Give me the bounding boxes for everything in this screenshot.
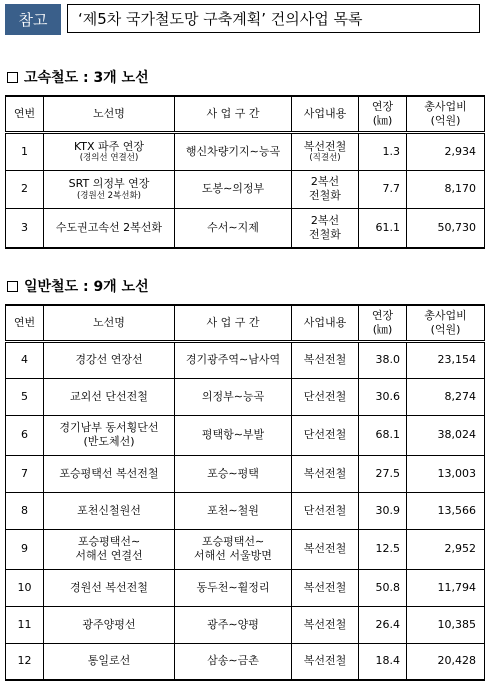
- table-row: [6, 415, 485, 455]
- cell-section: 광주∼양평: [175, 606, 292, 643]
- cell-line: [44, 415, 175, 455]
- cell-no: 1: [6, 132, 44, 170]
- cell-content: [292, 208, 359, 248]
- cell-no: 4: [6, 341, 44, 378]
- cell-line: [44, 170, 175, 208]
- cell-section: 도봉∼의정부: [175, 170, 292, 208]
- content-text: 복선전철: [303, 139, 347, 153]
- cell-content: [292, 132, 359, 170]
- table-row: [6, 341, 485, 378]
- cell-cost: 8,274: [407, 378, 485, 415]
- cell-no: 8: [6, 492, 44, 529]
- cell-cost: 20,428: [407, 643, 485, 680]
- cell-line: [44, 529, 175, 569]
- cell-line: 교외선 단선전철: [44, 378, 175, 415]
- table-row: [6, 455, 485, 492]
- cell-section: 수서∼지제: [175, 208, 292, 248]
- cell-section: 동두천∼휠정리: [175, 569, 292, 606]
- cell-section: 삼송∼금촌: [175, 643, 292, 680]
- section-title-highspeed: [7, 67, 149, 87]
- cell-length: 18.4: [359, 643, 407, 680]
- cell-no: 11: [6, 606, 44, 643]
- header-cost-unit: (억원): [430, 322, 461, 336]
- header-line: 노선명: [44, 305, 175, 341]
- line-sub: (경의선 연결선): [79, 153, 139, 164]
- cell-cost: 13,003: [407, 455, 485, 492]
- table-row: [6, 643, 485, 680]
- cell-content: 복선전철: [292, 606, 359, 643]
- document-title: ‘제5차 국가철도망 구축계획’ 건의사업 목록: [67, 4, 480, 33]
- cell-length: 12.5: [359, 529, 407, 569]
- header-length-label: 연장: [371, 309, 394, 322]
- cell-line: 경강선 연장선: [44, 341, 175, 378]
- cell-no: 2: [6, 170, 44, 208]
- cell-section: 포승∼평택: [175, 455, 292, 492]
- cell-no: 3: [6, 208, 44, 248]
- content-sub: (직결선): [309, 153, 341, 164]
- section-title-general: [7, 276, 149, 296]
- cell-section: 의정부∼능곡: [175, 378, 292, 415]
- header-section: 사 업 구 간: [175, 96, 292, 132]
- cell-cost: 2,952: [407, 529, 485, 569]
- cell-length: 27.5: [359, 455, 407, 492]
- header-cost-label: 총사업비: [424, 309, 467, 322]
- content-sub: 전철화: [309, 189, 341, 202]
- cell-no: 10: [6, 569, 44, 606]
- content-text: 2복선: [310, 175, 340, 189]
- line-name-2: 서해선 연결선: [75, 549, 143, 562]
- line-name: 포승평택선∼: [77, 535, 141, 549]
- checkbox-square-icon: [7, 281, 18, 292]
- section-text-2: 서해선 서울방면: [194, 549, 272, 562]
- header-length-unit: (㎞): [372, 322, 393, 336]
- cell-section: 평택항∼부발: [175, 415, 292, 455]
- cell-content: 단선전철: [292, 492, 359, 529]
- table-row: [6, 170, 485, 208]
- cell-length: 30.9: [359, 492, 407, 529]
- cell-content: 복선전철: [292, 643, 359, 680]
- section-title-text: 일반철도 : 9개 노선: [24, 279, 149, 295]
- cell-line: [44, 132, 175, 170]
- cell-line: 경원선 복선전철: [44, 569, 175, 606]
- cell-section: 행신차량기지∼능곡: [175, 132, 292, 170]
- cell-content: 단선전철: [292, 378, 359, 415]
- cell-length: 50.8: [359, 569, 407, 606]
- cell-content: [292, 170, 359, 208]
- cell-length: 30.6: [359, 378, 407, 415]
- cell-content: 단선전철: [292, 415, 359, 455]
- table-row: [6, 208, 485, 248]
- cell-line: 포천신철원선: [44, 492, 175, 529]
- cell-cost: 10,385: [407, 606, 485, 643]
- cell-no: 12: [6, 643, 44, 680]
- cell-cost: 2,934: [407, 132, 485, 170]
- cell-line: 수도권고속선 2복선화: [44, 208, 175, 248]
- line-sub: (경원선 2복선화): [76, 190, 141, 201]
- line-name: 경기남부 동서횡단선: [59, 421, 159, 435]
- line-name-2: (반도체선): [83, 435, 135, 448]
- line-name: KTX 파주 연장: [73, 139, 145, 153]
- cell-cost: 13,566: [407, 492, 485, 529]
- header-line: 노선명: [44, 96, 175, 132]
- table-header-row: [6, 305, 485, 341]
- cell-content: 복선전철: [292, 341, 359, 378]
- header-length-label: 연장: [371, 100, 394, 113]
- content-sub: 전철화: [309, 227, 341, 241]
- section-title-text: 고속철도 : 3개 노선: [24, 70, 149, 86]
- cell-no: 9: [6, 529, 44, 569]
- header-no: 연번: [6, 305, 44, 341]
- line-name: SRT 의정부 연장: [68, 177, 150, 191]
- header-section: 사 업 구 간: [175, 305, 292, 341]
- highspeed-table: [5, 95, 485, 249]
- cell-cost: 8,170: [407, 170, 485, 208]
- header-content: 사업내용: [292, 305, 359, 341]
- cell-cost: 50,730: [407, 208, 485, 248]
- cell-cost: 11,794: [407, 569, 485, 606]
- reference-badge: 참고: [5, 4, 61, 35]
- cell-content: 복선전철: [292, 455, 359, 492]
- cell-section: [175, 529, 292, 569]
- cell-content: 복선전철: [292, 529, 359, 569]
- header-cost: [407, 96, 485, 132]
- cell-section: 포천∼철원: [175, 492, 292, 529]
- table-row: [6, 529, 485, 569]
- cell-length: 68.1: [359, 415, 407, 455]
- table-row: [6, 606, 485, 643]
- header-content: 사업내용: [292, 96, 359, 132]
- header-length: [359, 305, 407, 341]
- cell-length: 1.3: [359, 132, 407, 170]
- header: [5, 4, 484, 35]
- cell-no: 6: [6, 415, 44, 455]
- cell-no: 5: [6, 378, 44, 415]
- cell-section: 경기광주역∼남사역: [175, 341, 292, 378]
- cell-content: 복선전철: [292, 569, 359, 606]
- cell-length: 61.1: [359, 208, 407, 248]
- cell-length: 38.0: [359, 341, 407, 378]
- cell-line: 통일로선: [44, 643, 175, 680]
- table-row: [6, 492, 485, 529]
- table-row: [6, 569, 485, 606]
- checkbox-square-icon: [7, 72, 18, 83]
- header-length-unit: (㎞): [372, 113, 393, 127]
- table-header-row: [6, 96, 485, 132]
- header-length: [359, 96, 407, 132]
- cell-length: 26.4: [359, 606, 407, 643]
- header-no: 연번: [6, 96, 44, 132]
- header-cost: [407, 305, 485, 341]
- cell-no: 7: [6, 455, 44, 492]
- cell-cost: 38,024: [407, 415, 485, 455]
- section-text: 포승평택선∼: [201, 535, 265, 549]
- cell-line: 광주양평선: [44, 606, 175, 643]
- cell-cost: 23,154: [407, 341, 485, 378]
- content-text: 2복선: [310, 214, 340, 227]
- cell-length: 7.7: [359, 170, 407, 208]
- cell-line: 포승평택선 복선전철: [44, 455, 175, 492]
- table-row: [6, 132, 485, 170]
- header-cost-unit: (억원): [430, 113, 461, 127]
- header-cost-label: 총사업비: [424, 100, 467, 113]
- general-table: [5, 304, 485, 681]
- table-row: [6, 378, 485, 415]
